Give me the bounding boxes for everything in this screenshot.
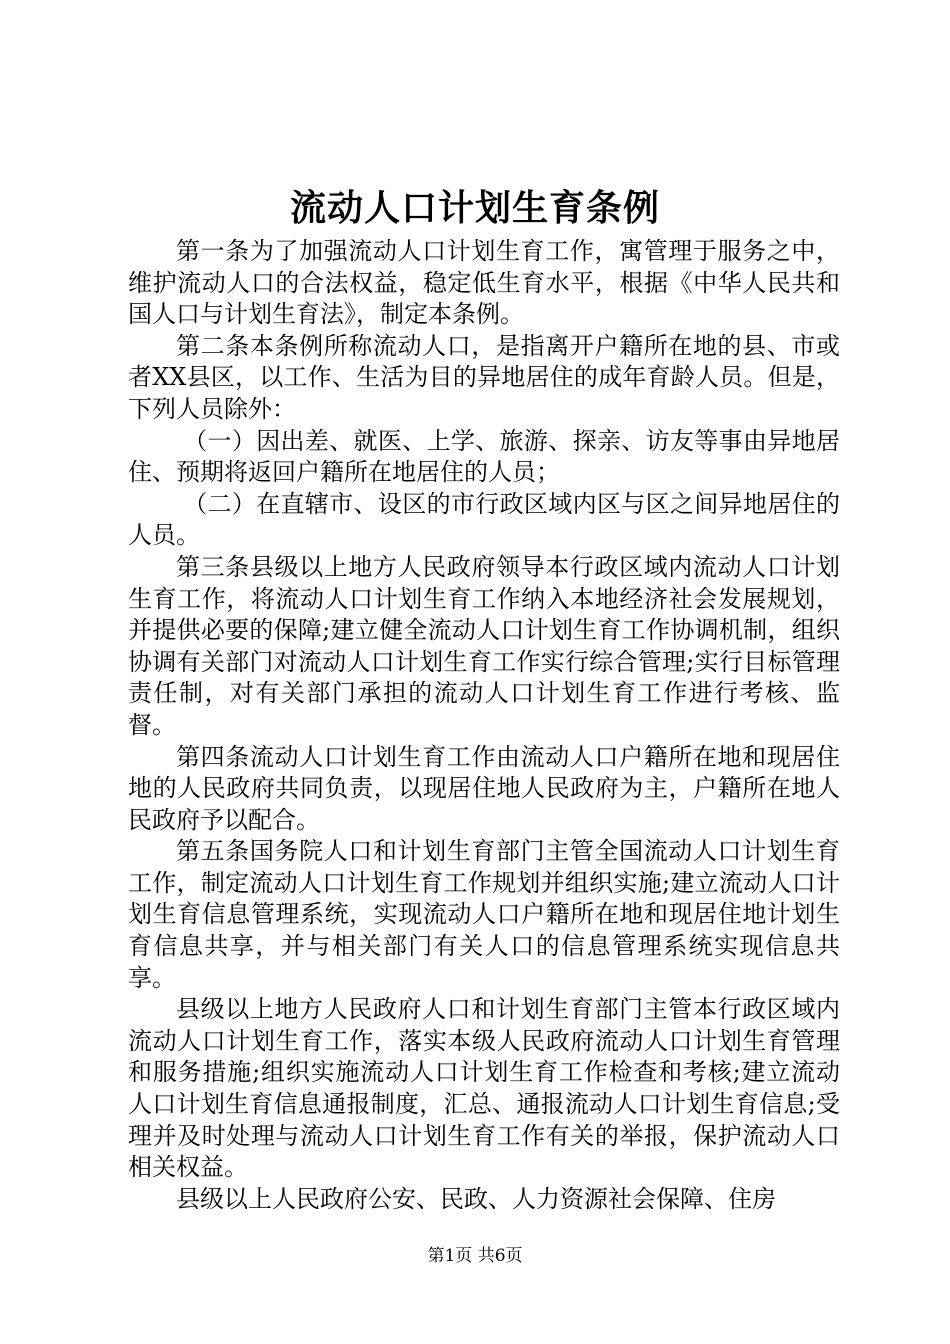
paragraph-article-1: 第一条为了加强流动人口计划生育工作，寓管理于服务之中，维护流动人口的合法权益，稳定低生育水平，根据《中华人民共和国人口与计划生育法》，制定本条例。 <box>128 237 840 329</box>
page-footer: 第1页 共6页 <box>427 1246 523 1266</box>
document-body <box>128 236 840 1215</box>
paragraph-article-5: 第五条国务院人口和计划生育部门主管全国流动人口计划生育工作，制定流动人口计划生育工作规划并组织实施;建立流动人口计划生育信息管理系统，实现流动人口户籍所在地和现居住地计划生育信息共享，并与相关部门有关人口的信息管理系统实现信息共享。 <box>128 837 840 992</box>
paragraph-article-2: 第二条本条例所称流动人口，是指离开户籍所在地的县、市或者XX县区，以工作、生活为目的异地居住的成年育龄人员。但是，下列人员除外： <box>128 331 840 423</box>
paragraph-exception-1: （一）因出差、就医、上学、旅游、探亲、访友等事由异地居住、预期将返回户籍所在地居住的人员； <box>128 426 840 487</box>
paragraph-article-4: 第四条流动人口计划生育工作由流动人口户籍所在地和现居住地的人民政府共同负责，以现居住地人民政府为主，户籍所在地人民政府予以配合。 <box>128 742 840 834</box>
paragraph-article-3: 第三条县级以上地方人民政府领导本行政区域内流动人口计划生育工作，将流动人口计划生育工作纳入本地经济社会发展规划，并提供必要的保障;建立健全流动人口计划生育工作协调机制，组织协调有关部门对流动人口计划生育工作实行综合管理;实行目标管理责任制，对有关部门承担的流动人口计划生育工作进行考核、监督。 <box>128 552 840 739</box>
document-title: 流动人口计划生育条例 <box>289 187 660 229</box>
paragraph-related-departments: 县级以上人民政府公安、民政、人力资源社会保障、住房 <box>176 1184 776 1213</box>
paragraph-local-departments: 县级以上地方人民政府人口和计划生育部门主管本行政区域内流动人口计划生育工作，落实本级人民政府流动人口计划生育管理和服务措施;组织实施流动人口计划生育工作检查和考核;建立流动人口计划生育信息通报制度，汇总、通报流动人口计划生育信息;受理并及时处理与流动人口计划生育工作有关的举报，保护流动人口相关权益。 <box>128 995 840 1182</box>
paragraph-exception-2: （二）在直辖市、设区的市行政区域内区与区之间异地居住的人员。 <box>128 489 840 550</box>
